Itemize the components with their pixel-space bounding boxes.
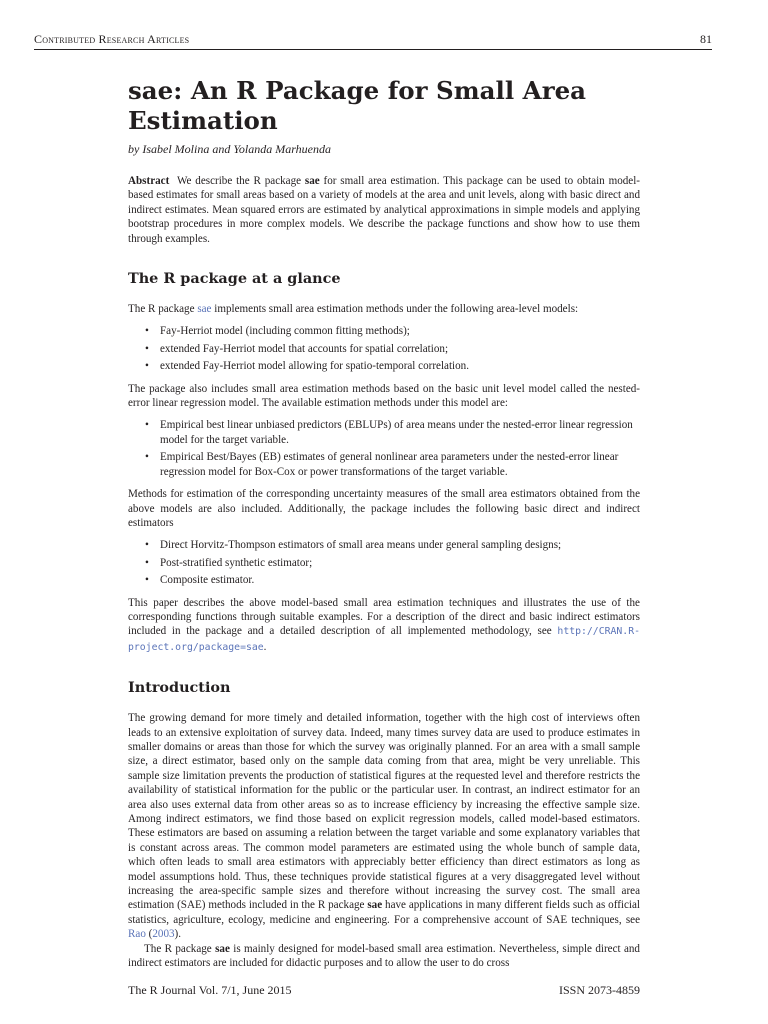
list-item [128, 359, 640, 373]
article-authors: by Isabel Molina and Yolanda Marhuenda [128, 142, 331, 156]
section-heading-at-a-glance: The R package at a glance [128, 270, 341, 288]
abstract-package-name: sae [304, 175, 320, 187]
paper-description-end: . [263, 640, 267, 653]
list-item [128, 324, 640, 338]
area-level-models-list [128, 324, 640, 373]
abstract-text-start: We describe the R package [176, 175, 305, 187]
citation-link-rao[interactable]: Rao [128, 928, 146, 941]
list-item [128, 573, 640, 587]
bullet-icon: • [145, 539, 149, 552]
glance-intro-end: implements small area estimation methods under the following area-level models: [211, 303, 579, 316]
list-item-text: Empirical Best/Bayes (EB) estimates of general nonlinear area parameters under the nested-error linear regression model for Box-Cox or power transformations of the target variable. [160, 451, 619, 478]
section-heading-introduction: Introduction [128, 679, 231, 697]
article-title: sae: An R Package for Small Area Estimation [128, 76, 587, 135]
running-header [34, 30, 712, 50]
footer-journal-issue: The R Journal Vol. 7/1, June 2015 [128, 983, 292, 997]
list-item [128, 556, 640, 570]
paper-description-text: This paper describes the above model-based small area estimation techniques and illustrates the use of the corresponding functions through suitable examples. For a description of the direct and basic indirect estimators included in the package and a detailed description of all implemented methodology, see [128, 596, 640, 638]
intro-para2-text: is mainly designed for model-based small area estimation. Nevertheless, simple direct and indirect estimators are included for didactic purposes and to allow the user to do cross [128, 942, 640, 970]
list-item [128, 418, 640, 447]
citation-paren-open: ( [145, 928, 153, 941]
glance-intro-paragraph [128, 302, 640, 316]
list-item-text: Composite estimator. [160, 574, 255, 587]
bullet-icon: • [145, 360, 149, 373]
glance-intro-start: The R package [128, 303, 198, 316]
abstract [128, 174, 640, 246]
article-body [128, 76, 640, 970]
abstract-text-end: for small area estimation. This package can be used to obtain model-based estimates for small areas based on a variety of models at the area and unit levels, along with basic direct and indirect estimates. Mean squared errors are estimated by analytical approximations in simple models and applying bootstrap procedures in more complex models. We describe the package functions and show how to use them through examples. [128, 175, 640, 245]
intro-para1-text-continued: have applications in many different fields such as official statistics, agriculture, ecology, medicine and engineering. For a comprehensive account of SAE techniques, see [128, 899, 640, 926]
paper-description-paragraph [128, 596, 640, 656]
list-item-text: Direct Horvitz-Thompson estimators of small area means under general sampling designs; [160, 539, 562, 552]
bullet-icon: • [145, 451, 149, 464]
list-item [128, 450, 640, 479]
bullet-icon: • [145, 419, 149, 432]
introduction-paragraph-1 [128, 711, 640, 942]
unit-level-paragraph: The package also includes small area estimation methods based on the basic unit level model called the nested-error linear regression model. The available estimation methods under this model are: [128, 382, 640, 410]
list-item-text: Empirical best linear unbiased predictors (EBLUPs) of area means under the nested-error linear regression model for the target variable. [160, 419, 633, 446]
bullet-icon: • [145, 342, 149, 355]
intro-para2-package-name: sae [215, 942, 230, 955]
unit-level-methods-list [128, 418, 640, 479]
citation-paren-close: ). [174, 928, 181, 941]
footer-issn: ISSN 2073-4859 [558, 983, 640, 997]
list-item-text: extended Fay-Herriot model allowing for spatio-temporal correlation. [160, 360, 469, 373]
abstract-label: Abstract [128, 175, 170, 187]
intro-package-name: sae [367, 899, 383, 912]
basic-estimators-list [128, 538, 640, 587]
list-item [128, 342, 640, 356]
list-item [128, 538, 640, 552]
bullet-icon: • [145, 325, 149, 338]
intro-para2-start: The R package [144, 942, 216, 955]
list-item-text: Post-stratified synthetic estimator; [160, 556, 313, 569]
list-item-text: Fay-Herriot model (including common fitting methods); [160, 325, 410, 338]
bullet-icon: • [145, 556, 149, 569]
introduction-paragraph-2 [128, 942, 640, 971]
uncertainty-methods-paragraph: Methods for estimation of the corresponding uncertainty measures of the small area estimators obtained from the above models are also included. Additionally, the package includes the following basic direct and indirect estimators [128, 488, 640, 529]
citation-link-year[interactable]: 2003 [152, 928, 175, 941]
cran-package-url-link[interactable]: http://CRAN.R-project.org/package=sae [128, 626, 640, 653]
intro-para1-text: The growing demand for more timely and detailed information, together with the high cost of interviews often leads to an extensive exploitation of survey data. Indeed, many times survey data are used to produce estimates in smaller domains or areas than those for which the survey was originally planned. For an area with a small sample size, a direct estimator, based only on the sample data coming from that area, might be very unreliable. This sample size limitation prevents the production of statistical figures at the requested level and therefore restricts the availability of statistical information for the public or the particular user. In contrast, an indirect estimator for an area also uses external data from other areas so as to increase efficiency by increasing the effective sample size. Among indirect estimators, we find those based on explicit regression models, called model-based estimators. These estimators are based on assuming a relation between the target variable and some explanatory variables that is constant across areas. The common model parameters are estimated using the whole bunch of sample data, which often leads to small area estimators with appreciably better efficiency than direct estimators as long as model assumptions hold. Thus, these techniques provide statistical figures at a very disaggregated level without increasing the area-specific sample sizes and therefore without increasing the survey cost. The small area estimation (SAE) methods included in the R package [128, 712, 640, 912]
header-page-number: 81 [700, 32, 712, 46]
package-link-sae[interactable]: sae [197, 303, 212, 316]
header-journal-section: Contributed Research Articles [34, 32, 190, 46]
bullet-icon: • [145, 574, 149, 587]
list-item-text: extended Fay-Herriot model that accounts for spatial correlation; [160, 342, 449, 355]
